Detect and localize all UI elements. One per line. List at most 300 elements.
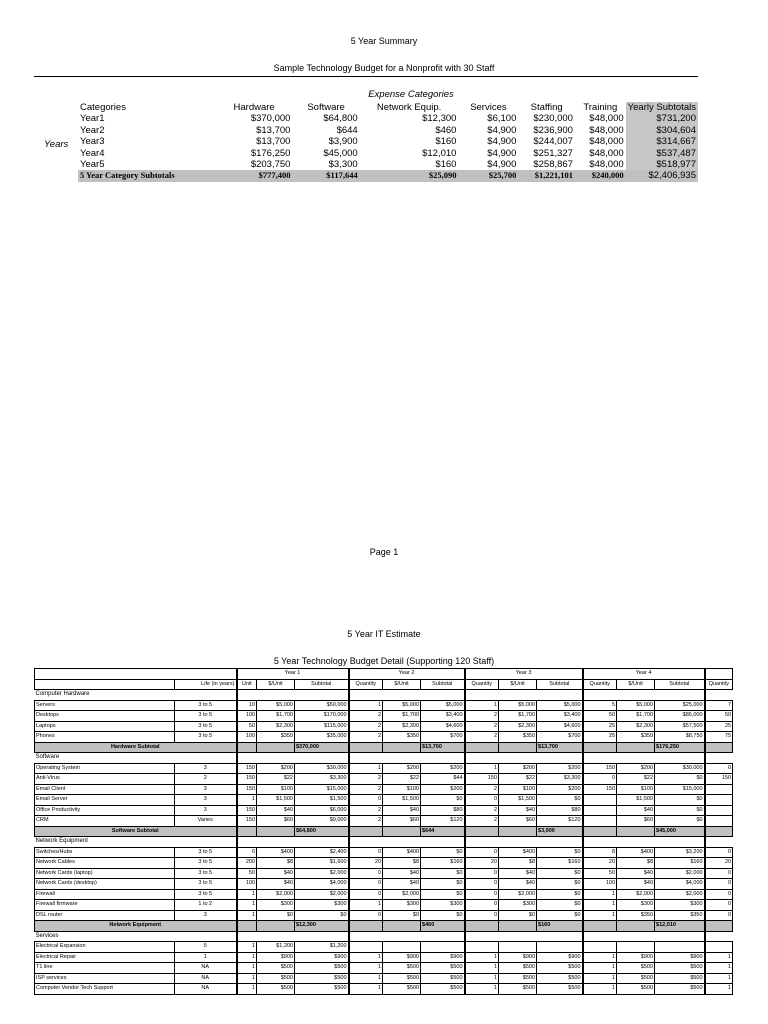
table-cell: $500 [295, 963, 349, 974]
table-cell: $500 [295, 973, 349, 984]
table-cell: $350 [655, 910, 705, 921]
item-name: Operating System [35, 763, 175, 774]
item-name: Network Cards (laptop) [35, 868, 175, 879]
table-cell: $500 [421, 973, 465, 984]
table-cell: $537,487 [626, 148, 698, 159]
table-cell: 1 [175, 952, 237, 963]
table-cell: $120 [421, 816, 465, 827]
table-cell: $0 [537, 879, 583, 890]
table-cell: $5,000 [257, 700, 295, 711]
table-cell: $6,000 [295, 805, 349, 816]
table-cell: $200 [537, 763, 583, 774]
table-cell: $60 [499, 816, 537, 827]
estimate-subtitle: 5 Year Technology Budget Detail (Supporting 120 Staff) [273, 656, 495, 666]
table-cell: 10 [237, 700, 257, 711]
section-header-row [35, 690, 733, 701]
table-cell: $300 [383, 900, 421, 911]
table-cell: 2 [349, 805, 383, 816]
blank-cell [583, 690, 617, 701]
table-cell: $300 [257, 900, 295, 911]
table-cell: $117,644 [292, 170, 359, 181]
table-cell: $8,750 [655, 732, 705, 743]
table-cell: 1 [465, 973, 499, 984]
table-cell: $0 [655, 774, 705, 785]
table-cell: $0 [537, 868, 583, 879]
blank-cell [295, 837, 349, 848]
table-cell: 2 [349, 732, 383, 743]
blank-cell [617, 921, 655, 932]
table-cell: $48,000 [589, 136, 624, 148]
item-name: CRM [35, 816, 175, 827]
table-cell: $1,700 [257, 711, 295, 722]
blank-cell [583, 753, 617, 764]
table-cell: $0 [537, 910, 583, 921]
column-header: Subtotal [421, 679, 465, 690]
table-cell: $40 [257, 805, 295, 816]
table-row [35, 732, 733, 743]
table-cell: 1 [583, 973, 617, 984]
blank-cell [537, 837, 583, 848]
table-cell: $0 [421, 795, 465, 806]
item-name: Electrical Expansion [35, 942, 175, 953]
table-cell: $2,000 [295, 889, 349, 900]
table-cell: $40 [257, 879, 295, 890]
section-name: Network Equipment [35, 838, 88, 844]
table-cell: $60 [383, 816, 421, 827]
table-cell: $40 [383, 879, 421, 890]
table-cell: $30,000 [655, 763, 705, 774]
table-cell: $300 [617, 900, 655, 911]
table-cell: $4,000 [655, 879, 705, 890]
table-cell: 3 to 5 [175, 711, 237, 722]
table-cell: $9,000 [295, 816, 349, 827]
subtotal-value: $3,900 [537, 826, 583, 837]
table-cell: 100 [237, 732, 257, 743]
table-cell: 1 [465, 763, 499, 774]
table-cell: $25,000 [655, 700, 705, 711]
detail-column-header-row [35, 679, 733, 690]
table-cell: 0 [349, 910, 383, 921]
table-cell: 0 [465, 910, 499, 921]
table-cell: $22 [383, 774, 421, 785]
blank-cell [499, 742, 537, 753]
blank-cell [499, 690, 537, 701]
table-cell: 0 [705, 910, 733, 921]
table-cell: $4,900 [487, 159, 517, 171]
table-cell: 3 to 5 [175, 847, 237, 858]
section-header-row [35, 931, 733, 942]
table-cell: $2,000 [383, 889, 421, 900]
table-cell: $300 [421, 900, 465, 911]
table-cell: 2 [349, 721, 383, 732]
table-cell: 2 [465, 816, 499, 827]
table-cell: $13,700 [256, 136, 291, 148]
table-cell: $100 [499, 784, 537, 795]
table-cell: $40 [617, 868, 655, 879]
table-cell: $350 [383, 732, 421, 743]
table-cell: $0 [421, 868, 465, 879]
item-name: Firewall [35, 889, 175, 900]
table-cell: $30,000 [295, 763, 349, 774]
table-cell: $777,400 [216, 170, 293, 181]
table-cell: 1 [349, 900, 383, 911]
table-cell: $160 [435, 136, 457, 148]
table-cell: $45,000 [323, 147, 358, 159]
table-cell: $22 [499, 774, 537, 785]
subtotal-label: Network Equipment [35, 921, 237, 932]
table-cell: $900 [655, 952, 705, 963]
table-cell: $203,750 [250, 159, 291, 171]
table-cell: $2,000 [295, 868, 349, 879]
table-cell: 0 [583, 774, 617, 785]
item-name: Desktops [35, 711, 175, 722]
table-row [35, 711, 733, 722]
table-cell: 0 [705, 763, 733, 774]
blank-cell [421, 931, 465, 942]
table-cell: $120 [537, 816, 583, 827]
table-cell: $0 [537, 847, 583, 858]
table-cell: $200 [257, 763, 295, 774]
table-cell: $200 [421, 784, 465, 795]
table-cell [705, 805, 733, 816]
table-cell: $60 [617, 816, 655, 827]
subtotal-value: $644 [421, 826, 465, 837]
table-cell: $12,010 [422, 147, 457, 159]
table-cell [465, 942, 499, 953]
table-cell: $12,300 [422, 113, 457, 125]
table-cell: 1 [349, 984, 383, 995]
table-cell: $80 [421, 805, 465, 816]
table-cell: 100 [237, 879, 257, 890]
blank-cell [705, 921, 733, 932]
column-header: $/Unit [257, 679, 295, 690]
item-name: Firewall firmware [35, 900, 175, 911]
table-cell: 3 to 5 [175, 700, 237, 711]
table-cell: 0 [465, 868, 499, 879]
table-cell: $0 [537, 889, 583, 900]
item-name: Servers [35, 700, 175, 711]
table-cell: 1 [349, 963, 383, 974]
table-cell: 1 [237, 952, 257, 963]
grand-total: $2,406,935 [626, 170, 698, 181]
table-cell: $251,327 [533, 147, 573, 159]
summary-header-row [78, 102, 698, 113]
table-cell: $48,000 [589, 159, 624, 171]
table-cell: 100 [583, 879, 617, 890]
table-cell: 2 [349, 784, 383, 795]
subtotal-value: $12,300 [295, 921, 349, 932]
column-header: Quantity [349, 679, 383, 690]
blank-cell [705, 837, 733, 848]
blank-cell [617, 742, 655, 753]
table-cell: $900 [421, 952, 465, 963]
blank-cell [465, 753, 499, 764]
table-cell: $100 [383, 784, 421, 795]
table-cell: $64,800 [323, 113, 358, 125]
row-label: Year5 [80, 159, 105, 171]
table-cell: $350 [617, 732, 655, 743]
table-cell: $500 [499, 984, 537, 995]
blank-cell [499, 931, 537, 942]
table-cell: 75 [705, 732, 733, 743]
table-cell: 2 [349, 774, 383, 785]
table-cell: $350 [617, 910, 655, 921]
totals-label: 5 Year Category Subtotals [78, 170, 216, 181]
blank-cell [465, 690, 499, 701]
col-services: Services [470, 102, 507, 113]
table-cell: $35,000 [295, 732, 349, 743]
table-cell: $2,300 [499, 721, 537, 732]
table-cell: $1,200 [295, 942, 349, 953]
column-header: $/Unit [499, 679, 537, 690]
table-cell: 0 [465, 889, 499, 900]
table-cell: Varies [175, 816, 237, 827]
blank-cell [35, 679, 175, 690]
table-cell: $40 [499, 868, 537, 879]
table-cell: 0 [705, 847, 733, 858]
blank-cell [655, 753, 705, 764]
table-cell: 50 [583, 868, 617, 879]
table-cell: 3 [175, 910, 237, 921]
table-cell: $2,000 [655, 889, 705, 900]
item-name: DSL router [35, 910, 175, 921]
table-cell [349, 942, 383, 953]
table-cell: 1 [465, 952, 499, 963]
blank-cell [295, 931, 349, 942]
table-cell: $460 [435, 124, 457, 136]
table-cell: $8 [383, 858, 421, 869]
table-cell: $236,900 [533, 124, 573, 136]
table-cell: $100 [617, 784, 655, 795]
table-cell: NA [175, 973, 237, 984]
col-yearly-subtotals: Yearly Subtotals [626, 102, 698, 113]
table-cell: $25,700 [458, 170, 518, 181]
blank-cell [383, 931, 421, 942]
table-cell: $500 [655, 984, 705, 995]
subtotal-value: $64,800 [295, 826, 349, 837]
table-row [35, 847, 733, 858]
table-cell: $0 [421, 879, 465, 890]
table-cell: $1,700 [383, 711, 421, 722]
item-name: ISP services [35, 973, 175, 984]
table-cell: $731,200 [626, 113, 698, 124]
table-cell: 1 [583, 889, 617, 900]
table-cell: $500 [655, 963, 705, 974]
col-training: Training [583, 102, 618, 113]
blank-cell [349, 921, 383, 932]
table-cell: $1,500 [257, 795, 295, 806]
table-cell: 3 [175, 795, 237, 806]
table-cell [499, 942, 537, 953]
table-cell: $2,000 [617, 889, 655, 900]
table-cell: 2 [465, 711, 499, 722]
table-cell: $518,977 [626, 159, 698, 170]
table-cell: 1 [705, 963, 733, 974]
table-cell [705, 942, 733, 953]
years-label: Years [44, 139, 69, 150]
table-cell: $500 [421, 963, 465, 974]
table-cell: 25 [583, 721, 617, 732]
table-row [35, 816, 733, 827]
table-row [35, 858, 733, 869]
table-cell: $22 [257, 774, 295, 785]
table-row [35, 805, 733, 816]
row-label: Year3 [80, 136, 105, 148]
blank-cell [383, 753, 421, 764]
table-cell: $900 [257, 952, 295, 963]
blank-cell [705, 753, 733, 764]
table-cell: $4,900 [487, 147, 517, 159]
col-hardware: Hardware [233, 102, 275, 113]
summary-row [78, 159, 698, 170]
table-cell: $700 [537, 732, 583, 743]
table-cell: 3 [175, 805, 237, 816]
table-cell: $170,000 [295, 711, 349, 722]
col-software: Software [307, 102, 345, 113]
blank-cell [465, 826, 499, 837]
table-cell: 0 [349, 868, 383, 879]
table-cell: $200 [383, 763, 421, 774]
subtotal-value: $13,700 [537, 742, 583, 753]
blank-cell [465, 837, 499, 848]
table-cell: $3,300 [295, 774, 349, 785]
table-cell: $4,600 [537, 721, 583, 732]
row-label: Year4 [80, 147, 105, 159]
table-cell: 0 [349, 889, 383, 900]
table-cell: $8 [257, 858, 295, 869]
table-cell: $240,000 [575, 170, 626, 181]
table-cell: 150 [237, 784, 257, 795]
table-cell: $200 [537, 784, 583, 795]
table-cell: 0 [349, 795, 383, 806]
item-name: Computer Vendor Tech Support [35, 984, 175, 995]
col-categories: Categories [80, 102, 126, 113]
table-cell: $40 [499, 879, 537, 890]
blank-cell [257, 921, 295, 932]
table-cell: 1 [705, 984, 733, 995]
table-cell: 1 [237, 963, 257, 974]
table-cell: $300 [499, 900, 537, 911]
table-cell: 1 [465, 963, 499, 974]
table-cell: 50 [583, 711, 617, 722]
table-cell: $900 [295, 952, 349, 963]
estimate-title: 5 Year IT Estimate [347, 629, 421, 639]
column-header: Quantity [583, 679, 617, 690]
table-cell: $200 [617, 763, 655, 774]
table-cell: 7 [705, 700, 733, 711]
blank-cell [583, 921, 617, 932]
blank-cell [257, 753, 295, 764]
table-cell: 1 [583, 900, 617, 911]
table-cell: $0 [499, 910, 537, 921]
table-cell: $0 [421, 910, 465, 921]
table-cell: $3,300 [537, 774, 583, 785]
table-cell: 150 [237, 774, 257, 785]
table-cell: 0 [705, 900, 733, 911]
table-cell: 1 [237, 900, 257, 911]
table-cell: $0 [537, 900, 583, 911]
item-name: Anti-Virus [35, 774, 175, 785]
table-row [35, 868, 733, 879]
table-cell: 2 [465, 732, 499, 743]
table-row [35, 900, 733, 911]
table-cell: 8 [583, 847, 617, 858]
table-cell: 3 to 5 [175, 889, 237, 900]
table-cell: 1 [237, 984, 257, 995]
table-row [35, 963, 733, 974]
table-cell [537, 942, 583, 953]
column-header: Subtotal [655, 679, 705, 690]
blank-cell [383, 921, 421, 932]
column-header: $/Unit [617, 679, 655, 690]
blank-cell [499, 826, 537, 837]
table-row [35, 942, 733, 953]
table-cell: $0 [655, 816, 705, 827]
table-cell: 2 [465, 784, 499, 795]
table-cell: 1 to 2 [175, 900, 237, 911]
subtotal-value: $176,250 [655, 742, 705, 753]
table-cell: $160 [537, 858, 583, 869]
table-cell: 0 [349, 879, 383, 890]
table-cell: 0 [465, 879, 499, 890]
table-cell: $350 [257, 732, 295, 743]
table-cell: $500 [499, 973, 537, 984]
table-cell: 150 [237, 816, 257, 827]
table-cell: $500 [617, 963, 655, 974]
table-cell: $244,007 [533, 136, 573, 148]
col-staffing: Staffing [530, 102, 563, 113]
table-cell: 150 [583, 784, 617, 795]
table-cell: $1,700 [617, 711, 655, 722]
year-header: Year 1 [237, 669, 349, 680]
table-cell: $4,600 [421, 721, 465, 732]
blank-cell [465, 742, 499, 753]
blank-cell [349, 742, 383, 753]
blank-cell [705, 669, 733, 680]
table-cell: $4,000 [295, 879, 349, 890]
table-cell: $15,000 [295, 784, 349, 795]
table-cell: $5,000 [383, 700, 421, 711]
table-cell: 20 [583, 858, 617, 869]
table-cell [705, 795, 733, 806]
table-cell: 20 [349, 858, 383, 869]
blank-cell [237, 921, 257, 932]
table-cell: 100 [237, 711, 257, 722]
table-cell: $0 [421, 847, 465, 858]
summary-table [78, 102, 698, 182]
table-cell: $0 [421, 889, 465, 900]
section-name: Computer Hardware [35, 691, 90, 697]
item-name: T1 line [35, 963, 175, 974]
table-cell: $80 [537, 805, 583, 816]
year-header: Year 2 [349, 669, 465, 680]
table-cell: 2 [465, 721, 499, 732]
table-cell: 20 [705, 858, 733, 869]
table-cell: 0 [465, 795, 499, 806]
blank-cell [257, 742, 295, 753]
column-header: Subtotal [295, 679, 349, 690]
blank-cell [237, 826, 257, 837]
table-cell: $40 [617, 805, 655, 816]
blank-cell [499, 837, 537, 848]
table-cell: $5,000 [499, 700, 537, 711]
table-cell: $304,604 [626, 125, 698, 136]
table-cell [383, 942, 421, 953]
table-cell [583, 816, 617, 827]
table-cell: $300 [295, 900, 349, 911]
table-cell: 50 [705, 711, 733, 722]
table-cell: $900 [617, 952, 655, 963]
